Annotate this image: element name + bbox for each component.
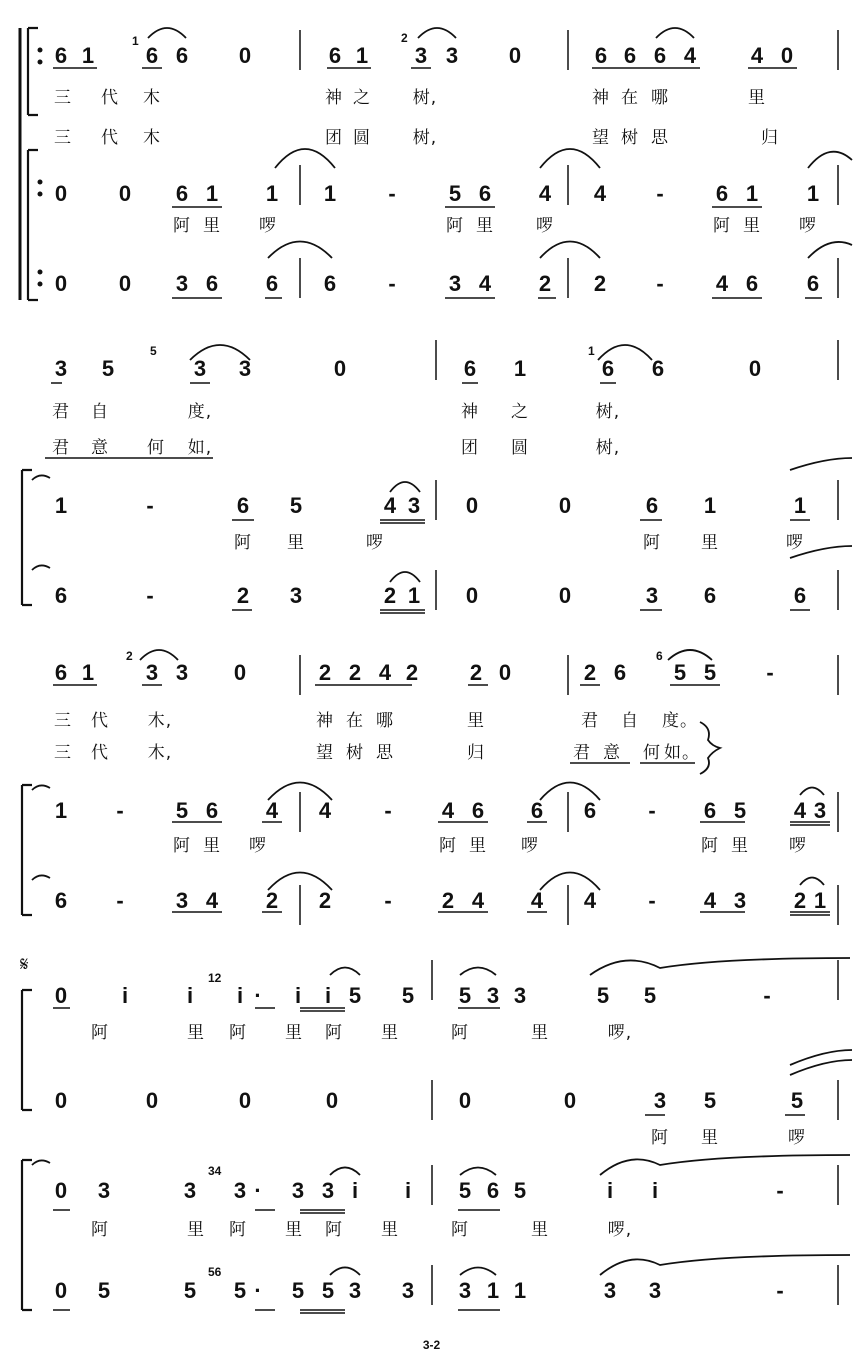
note: i [186,983,194,1008]
lyric: 里 [748,88,766,108]
note: - [763,983,771,1008]
note: 0 [465,583,479,608]
note: 6 [205,798,219,823]
note: 6 [205,271,219,296]
note: 1 [81,660,95,685]
lyric: 木 [143,88,161,108]
lyric: 里 [187,1220,205,1240]
note: 5 [458,1178,472,1203]
lyric: 君 [52,402,70,422]
note: 4 [793,798,807,823]
note: 0 [54,1178,68,1203]
note: i [236,983,244,1008]
note: 3 [733,888,747,913]
note: 3 [401,1278,415,1303]
grace-note: 5 [150,344,157,358]
note: 1 [513,356,527,381]
note: 2 [469,660,483,685]
note: 5 [458,983,472,1008]
note: 2 [538,271,552,296]
note: 4 [538,181,552,206]
note: 6 [236,493,250,518]
note: 5 [97,1278,111,1303]
note: 3 [348,1278,362,1303]
lyric: 归 [761,128,779,148]
lyric: 里 [203,216,221,236]
lyric: 神 [592,88,610,108]
page-number: 3-2 [422,1338,441,1352]
note: 2 [236,583,250,608]
lyric: 里 [467,711,485,731]
lyric: 度。 [662,711,698,731]
note: 6 [601,356,615,381]
lyric: 木, [147,711,173,731]
lyric: 里 [731,836,749,856]
note: 3 [603,1278,617,1303]
note: 3 [407,493,421,518]
note: 1 [323,181,337,206]
note: 0 [233,660,247,685]
note: - [116,888,124,913]
note: 6 [328,43,342,68]
lyric: 意 [91,438,109,458]
note: 6 [145,43,159,68]
lyric: 代 [101,88,119,108]
lyric: 在 [346,711,364,731]
note: 0 [498,660,512,685]
lyric: 哪 [651,88,669,108]
note: - [776,1178,784,1203]
note: - [384,798,392,823]
grace-note: 12 [208,971,222,985]
note: 5 [183,1278,197,1303]
lyric: 树, [595,402,621,422]
lyric: 三 [54,128,72,148]
lyric: 阿 [451,1023,469,1043]
note: 1 [265,181,279,206]
note: i [606,1178,614,1203]
note: 6 [175,43,189,68]
lyric: 树, [412,128,438,148]
lyric: 树 [621,128,639,148]
lyric: 阿 [701,836,719,856]
note: - [648,798,656,823]
lyric: 木 [143,128,161,148]
lyric: 里 [531,1023,549,1043]
lyric: 望 [316,743,334,763]
lyric: 里 [469,836,487,856]
note: - [388,181,396,206]
note: - [776,1278,784,1303]
lyric: 思 [376,743,394,763]
lyric: 阿 [173,216,191,236]
note: 0 [748,356,762,381]
note: 0 [54,181,68,206]
note: 4 [530,888,544,913]
note: · [254,1178,262,1203]
note: 1 [205,181,219,206]
note: i [121,983,129,1008]
note: 0 [118,181,132,206]
note: - [648,888,656,913]
note: - [766,660,774,685]
grace-note: 6 [656,649,663,663]
lyric: 代 [101,128,119,148]
lyric: 里 [285,1220,303,1240]
note: 0 [54,983,68,1008]
lyric: 圆 [511,438,529,458]
note: 5 [233,1278,247,1303]
lyric: 里 [743,216,761,236]
note: 2 [405,660,419,685]
lyric: 阿 [439,836,457,856]
lyric: 里 [701,533,719,553]
note: 1 [513,1278,527,1303]
note: 4 [703,888,717,913]
note: 2 [793,888,807,913]
lyric: 啰 [536,216,554,236]
lyric: 阿 [229,1220,247,1240]
lyric: 阿 [325,1220,343,1240]
note: 5 [596,983,610,1008]
lyric: 里 [285,1023,303,1043]
grace-note: 1 [132,34,139,48]
note: i [294,983,302,1008]
note: 2 [265,888,279,913]
note: 3 [291,1178,305,1203]
note: 1 [806,181,820,206]
grace-note: 2 [126,649,133,663]
lyric: 团 [325,128,343,148]
note: 5 [175,798,189,823]
note: 6 [745,271,759,296]
note: 5 [321,1278,335,1303]
note: 3 [414,43,428,68]
grace-note: 34 [208,1164,222,1178]
note: 1 [486,1278,500,1303]
note: 5 [448,181,462,206]
lyric: 里 [287,533,305,553]
note: 3 [321,1178,335,1203]
note: 0 [325,1088,339,1113]
note: - [146,583,154,608]
lyric: 意 [603,743,621,763]
note: 1 [703,493,717,518]
note: 6 [703,798,717,823]
lyric: 里 [187,1023,205,1043]
lyric: 里 [701,1128,719,1148]
lyric: 木, [147,743,173,763]
note: 1 [54,493,68,518]
lyric: 啰 [249,836,267,856]
note: 5 [790,1088,804,1113]
lyric: 望 [592,128,610,148]
note: 0 [333,356,347,381]
note: 0 [458,1088,472,1113]
note: 6 [265,271,279,296]
note: 6 [715,181,729,206]
lyric: 里 [203,836,221,856]
lyric: 神 [461,402,479,422]
note: 0 [558,493,572,518]
lyric: 如。 [664,743,700,763]
note: 4 [471,888,485,913]
lyric: 阿 [91,1220,109,1240]
note: 3 [175,271,189,296]
note: i [651,1178,659,1203]
note: 4 [583,888,597,913]
note: 0 [465,493,479,518]
lyric: 归 [467,743,485,763]
note: 6 [530,798,544,823]
lyric: 啰 [788,1128,806,1148]
lyric: 代 [91,743,109,763]
lyric: 三 [54,743,72,763]
note: 4 [593,181,607,206]
lyric: 啰, [607,1220,633,1240]
note: 2 [348,660,362,685]
lyric: 之 [353,88,371,108]
lyric: 里 [476,216,494,236]
note: 6 [651,356,665,381]
note: 2 [318,660,332,685]
lyric: 啰 [786,533,804,553]
note: 6 [478,181,492,206]
note: 6 [54,888,68,913]
note: 6 [806,271,820,296]
note: 3 [183,1178,197,1203]
note: 2 [383,583,397,608]
lyric: 君 [52,438,70,458]
lyric: 阿 [651,1128,669,1148]
note: · [254,1278,262,1303]
lyric: 自 [621,711,639,731]
note: - [116,798,124,823]
note: 3 [233,1178,247,1203]
note: 0 [145,1088,159,1113]
note: 6 [323,271,337,296]
lyric: 思 [651,128,669,148]
lyric: 树, [595,438,621,458]
note: 4 [205,888,219,913]
lyric: 自 [91,402,109,422]
note: 3 [458,1278,472,1303]
grace-note: 1 [588,344,595,358]
note: 4 [265,798,279,823]
lyric: 啰 [789,836,807,856]
lyric: 君 [573,743,591,763]
note: · [254,983,262,1008]
note: 3 [648,1278,662,1303]
note: 4 [478,271,492,296]
lyric: 阿 [234,533,252,553]
note: 3 [445,43,459,68]
lyric: 啰 [366,533,384,553]
note: 1 [355,43,369,68]
note: 3 [145,660,159,685]
lyric: 阿 [325,1023,343,1043]
note: 0 [563,1088,577,1113]
note: 6 [486,1178,500,1203]
note: 0 [118,271,132,296]
note: 2 [593,271,607,296]
note: 5 [401,983,415,1008]
note: 5 [513,1178,527,1203]
note: 3 [238,356,252,381]
lyric: 阿 [643,533,661,553]
note: 6 [54,583,68,608]
lyric: 何 [643,743,661,763]
note: 5 [673,660,687,685]
lyric: 树, [412,88,438,108]
note: 4 [318,798,332,823]
lyric: 三 [54,88,72,108]
note: 2 [583,660,597,685]
lyric: 阿 [713,216,731,236]
lyric: 度, [187,402,213,422]
note: 6 [471,798,485,823]
lyric: 团 [461,438,479,458]
lyric: 何 [147,438,165,458]
note: - [146,493,154,518]
lyric: 啰 [521,836,539,856]
lyric: 代 [91,711,109,731]
lyric: 之 [511,402,529,422]
note: 6 [54,43,68,68]
note: 5 [703,1088,717,1113]
lyric: 里 [381,1023,399,1043]
note: i [324,983,332,1008]
note: 6 [583,798,597,823]
note: 3 [813,798,827,823]
note: 4 [378,660,392,685]
note: 3 [486,983,500,1008]
lyric: 阿 [451,1220,469,1240]
note: 6 [613,660,627,685]
lyric: 阿 [91,1023,109,1043]
note: - [656,271,664,296]
note: 5 [643,983,657,1008]
note: 6 [594,43,608,68]
note: 3 [175,888,189,913]
note: 3 [175,660,189,685]
note: 0 [508,43,522,68]
note: 3 [645,583,659,608]
note: 6 [653,43,667,68]
lyric: 啰 [799,216,817,236]
note: 0 [238,1088,252,1113]
lyric: 哪 [376,711,394,731]
note: 0 [54,1088,68,1113]
note: 0 [54,271,68,296]
lyric: 里 [381,1220,399,1240]
note: 1 [793,493,807,518]
note: 5 [703,660,717,685]
lyric: 树 [346,743,364,763]
note: 3 [448,271,462,296]
note: 6 [623,43,637,68]
note: i [404,1178,412,1203]
note: 5 [101,356,115,381]
note: 3 [97,1178,111,1203]
note: 2 [441,888,455,913]
note: - [384,888,392,913]
note: 1 [813,888,827,913]
lyric: 啰 [259,216,277,236]
note: i [351,1178,359,1203]
note: 6 [463,356,477,381]
note: 3 [289,583,303,608]
lyric: 神 [316,711,334,731]
note: 4 [441,798,455,823]
note: 3 [653,1088,667,1113]
note: 0 [558,583,572,608]
note: 6 [54,660,68,685]
note: 0 [238,43,252,68]
lyric: 阿 [229,1023,247,1043]
note: - [656,181,664,206]
note: - [388,271,396,296]
note: 5 [348,983,362,1008]
note: 3 [54,356,68,381]
lyric: 里 [531,1220,549,1240]
note: 4 [715,271,729,296]
note: 0 [54,1278,68,1303]
lyric: 在 [621,88,639,108]
note: 3 [513,983,527,1008]
lyric: 君 [581,711,599,731]
note: 0 [780,43,794,68]
note: 5 [291,1278,305,1303]
lyric: 圆 [353,128,371,148]
note: 1 [407,583,421,608]
lyric: 如, [187,438,213,458]
note: 1 [745,181,759,206]
note: 5 [733,798,747,823]
lyric: 阿 [173,836,191,856]
note: 1 [81,43,95,68]
lyric: 阿 [446,216,464,236]
lyric: 三 [54,711,72,731]
note: 3 [193,356,207,381]
note: 1 [54,798,68,823]
note: 4 [383,493,397,518]
note: 6 [793,583,807,608]
lyric: 啰, [607,1023,633,1043]
note: 6 [645,493,659,518]
note: 5 [289,493,303,518]
lyric: 神 [325,88,343,108]
note: 2 [318,888,332,913]
grace-note: 2 [401,31,408,45]
note: 6 [703,583,717,608]
note: 4 [683,43,697,68]
note: 6 [175,181,189,206]
grace-note: 56 [208,1265,222,1279]
segno-sign: 𝄋 [20,952,29,976]
note: 4 [750,43,764,68]
